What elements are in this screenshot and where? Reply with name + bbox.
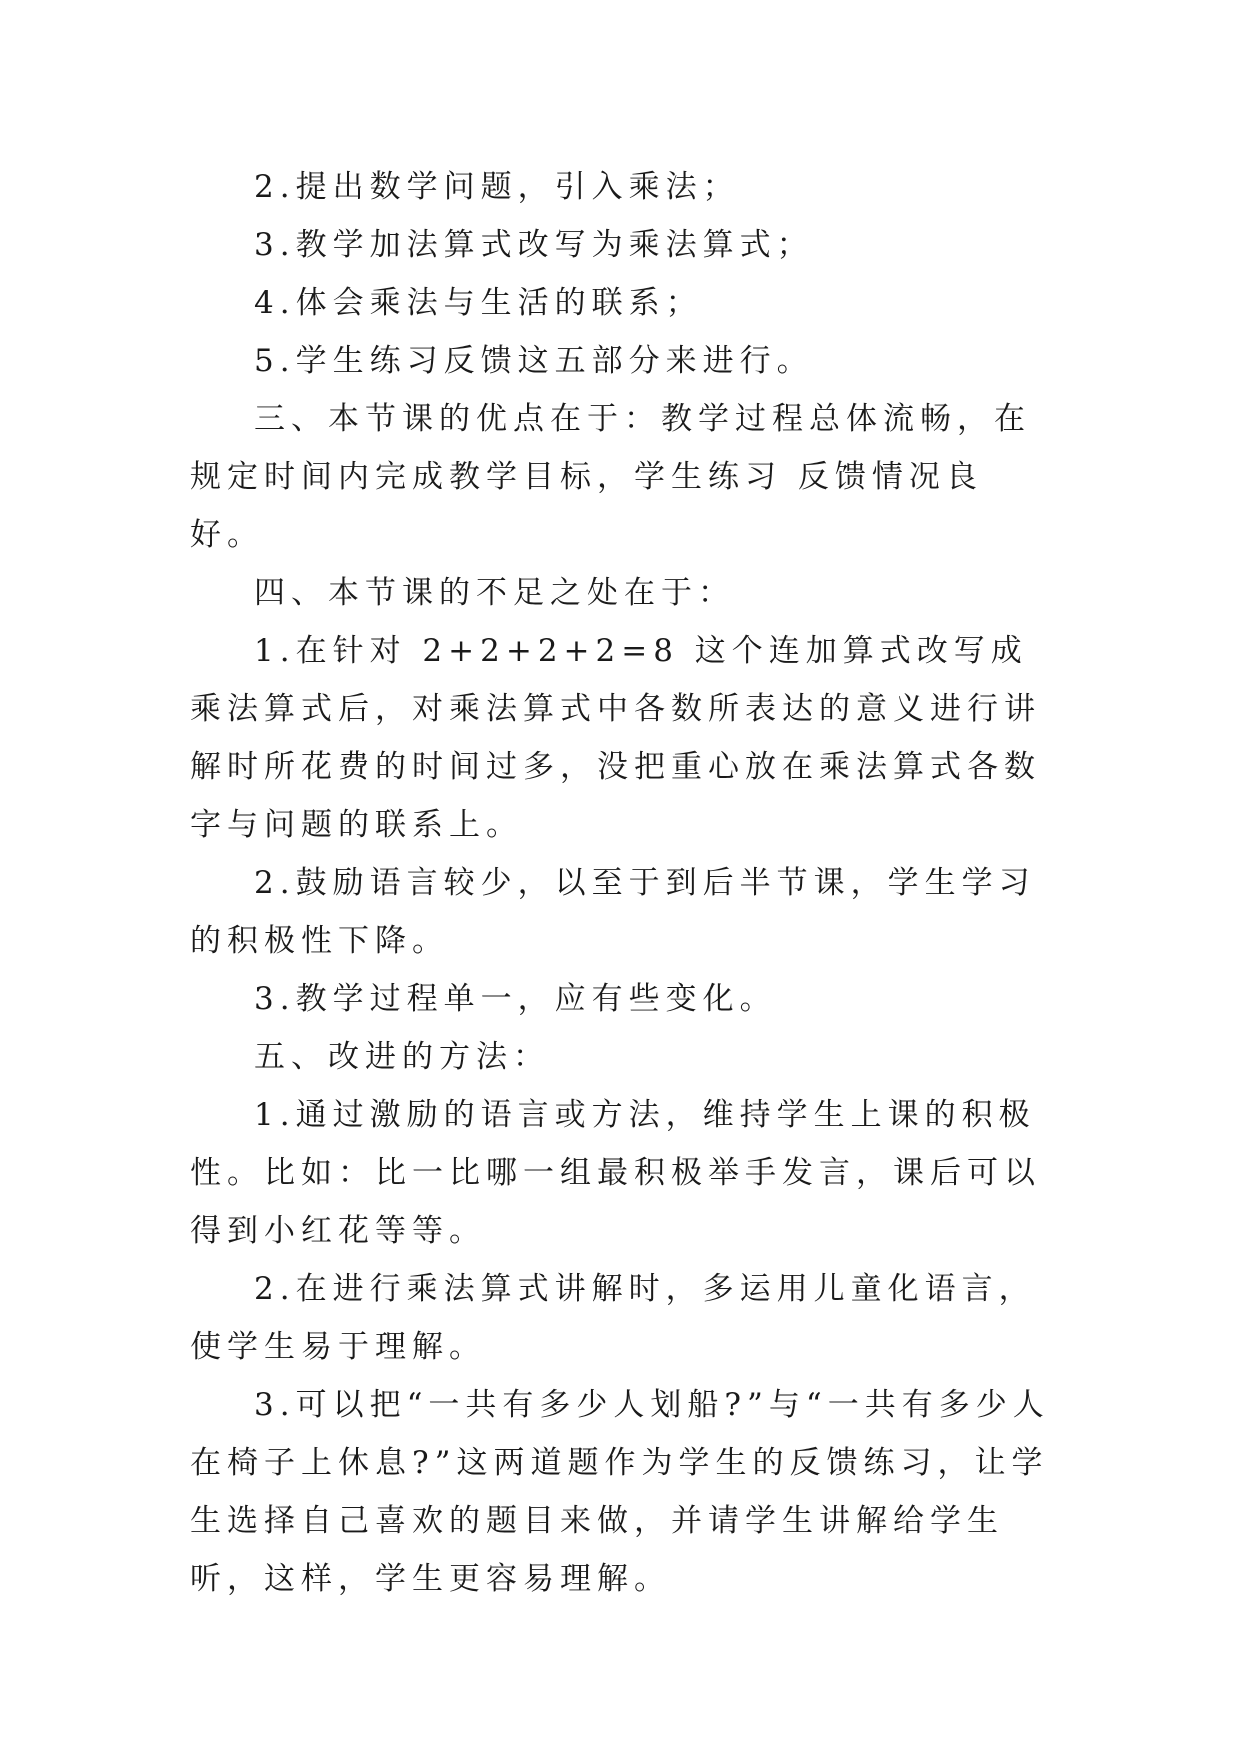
paragraph: 1.通过激励的语言或方法，维持学生上课的积极性。比如：比一比哪一组最积极举手发言，课后可以得到小红花等等。: [190, 1097, 1041, 1249]
section-heading: 五、改进的方法：: [254, 1039, 550, 1075]
paragraph: 4.体会乘法与生活的联系；: [254, 285, 703, 321]
document-body: [190, 158, 1050, 1608]
paragraph: 三、本节课的优点在于：教学过程总体流畅，在规定时间内完成教学目标，学生练习 反馈情况良好。: [190, 401, 1031, 553]
paragraph: 2.鼓励语言较少，以至于到后半节课，学生学习的积极性下降。: [190, 865, 1036, 959]
paragraph: 3.教学加法算式改写为乘法算式；: [254, 227, 814, 263]
paragraph: 1.在针对 2+2+2+2=8 这个连加算式改写成乘法算式后，对乘法算式中各数所表达的意义进行讲解时所花费的时间过多，没把重心放在乘法算式各数字与问题的联系上。: [190, 633, 1041, 843]
paragraph: 5.学生练习反馈这五部分来进行。: [254, 343, 814, 379]
section-heading: 四、本节课的不足之处在于：: [254, 575, 735, 611]
paragraph: 3.可以把“一共有多少人划船?”与“一共有多少人在椅子上休息?”这两道题作为学生的反馈练习，让学生选择自己喜欢的题目来做，并请学生讲解给学生听，这样，学生更容易理解。: [190, 1387, 1050, 1597]
paragraph: 2.在进行乘法算式讲解时，多运用儿童化语言，使学生易于理解。: [190, 1271, 1036, 1365]
paragraph: 2.提出数学问题，引入乘法；: [254, 169, 740, 205]
paragraph: 3.教学过程单一，应有些变化。: [254, 981, 777, 1017]
